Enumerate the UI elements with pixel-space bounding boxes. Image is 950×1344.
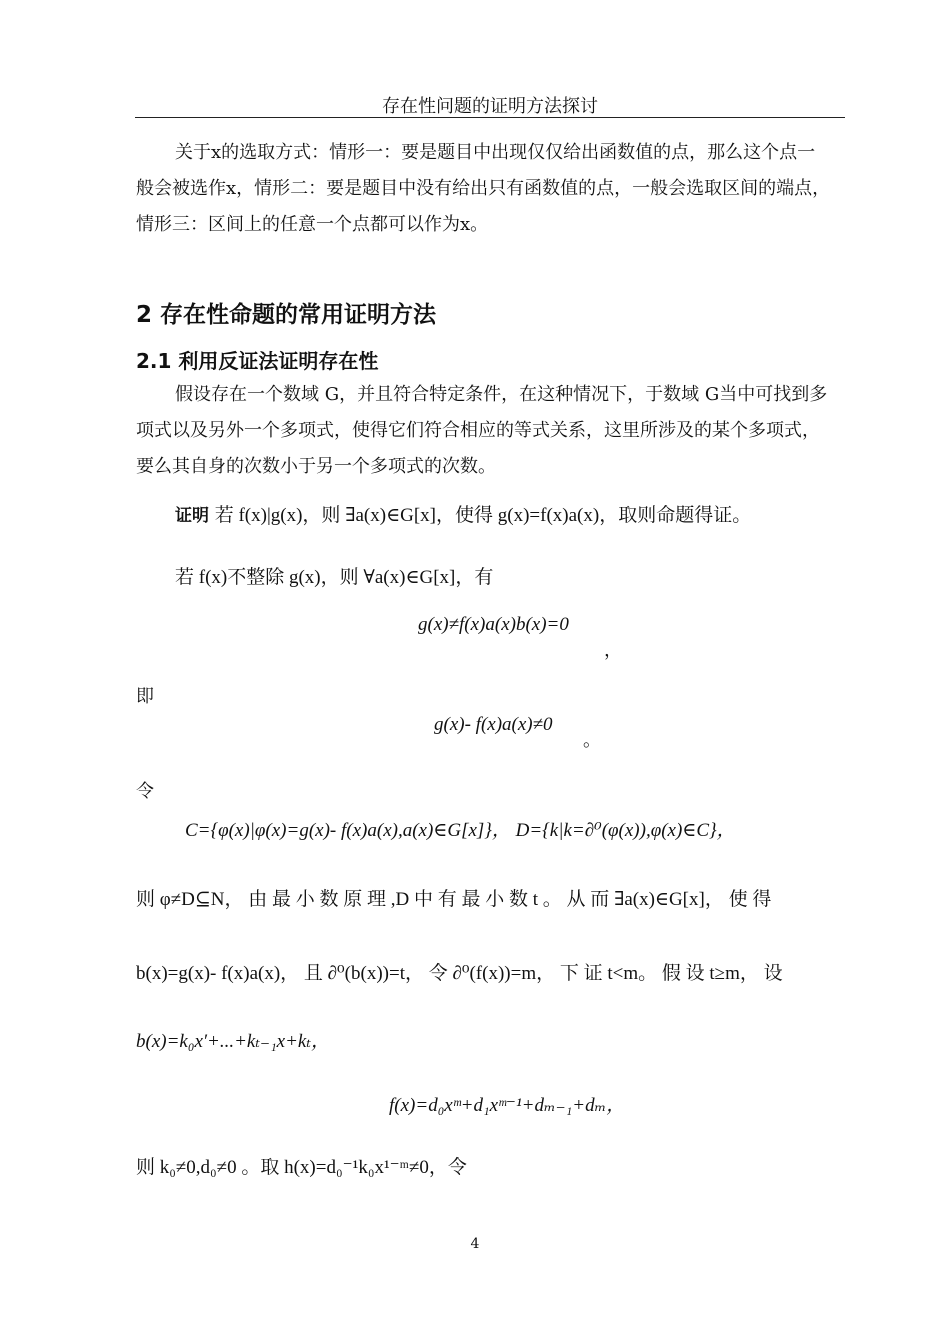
equation-bx-body: b(x)=k₀x′+...+kₜ₋₁x+kₜ， <box>136 1031 331 1052</box>
ji-word: 即 <box>136 686 154 707</box>
equation-1 <box>418 614 569 636</box>
para-line-2: 项式以及另外一个多项式，使得它们符合相应的等式关系，这里所涉及的某个多项式， <box>136 420 820 441</box>
equation-2-body: g(x)- f(x)a(x)≠0 <box>434 714 553 735</box>
then-line <box>136 884 771 911</box>
equation-3 <box>185 815 736 842</box>
equation-fx <box>389 1090 625 1117</box>
last-line-text: 则 k₀≠0,d₀≠0 。取 h(x)=d₀⁻¹k₀x¹⁻ᵐ≠0，令 <box>136 1157 467 1178</box>
proof-line <box>175 500 751 527</box>
proof-label: 证明 <box>175 506 209 526</box>
header-rule <box>135 117 845 118</box>
b-line <box>136 958 783 985</box>
then-line-text: 则 φ≠D⊆N， 由 最 小 数 原 理 ,D 中 有 最 小 数 t 。 从 而 ∃a(x)∈G[x]， 使 得 <box>136 889 772 910</box>
section-heading: 2 存在性命题的常用证明方法 <box>136 302 437 328</box>
equation-2 <box>434 714 553 736</box>
equation-bx <box>136 1026 330 1053</box>
para-line-3: 要么其自身的次数小于另一个多项式的次数。 <box>136 456 496 477</box>
equation-2-tail: 。 <box>583 730 601 751</box>
para-line-1: 假设存在一个数域 G，并且符合特定条件，在这种情况下，于数域 G当中可找到多 <box>175 384 828 405</box>
equation-1-body: g(x)≠f(x)a(x)b(x)=0 <box>418 614 569 635</box>
if-not-divides-line <box>175 562 493 589</box>
proof-statement: 若 f(x)|g(x)，则 ∃a(x)∈G[x]，使得 g(x)=f(x)a(x)，取则命题得证。 <box>214 505 752 526</box>
intro-line-1: 关于x的选取方式：情形一：要是题目中出现仅仅给出函数值的点，那么这个点一 <box>175 142 816 163</box>
if-not-divides-text: 若 f(x)不整除 g(x)，则 ∀a(x)∈G[x]，有 <box>175 567 494 588</box>
last-line <box>136 1152 467 1179</box>
page-header: 存在性问题的证明方法探讨 <box>382 96 598 117</box>
equation-1-tail: ， <box>604 640 622 661</box>
subsection-heading: 2.1 利用反证法证明存在性 <box>136 349 379 373</box>
b-line-text: b(x)=g(x)- f(x)a(x)， 且 ∂⁰(b(x))=t， 令 ∂⁰(f(x))=m， 下 证 t<m。 假 设 t≥m， 设 <box>136 963 783 984</box>
intro-line-2: 般会被选作x，情形二：要是题目中没有给出只有函数值的点，一般会选取区间的端点， <box>136 178 831 199</box>
equation-3-body: C={φ(x)|φ(x)=g(x)- f(x)a(x),a(x)∈G[x]}， D={k|k=∂⁰(φ(x)),φ(x)∈C}， <box>185 820 736 841</box>
intro-line-3: 情形三：区间上的任意一个点都可以作为x。 <box>136 214 489 235</box>
ling-word: 令 <box>136 781 154 802</box>
equation-fx-body: f(x)=d₀xᵐ+d₁xᵐ⁻¹+dₘ₋₁+dₘ， <box>389 1095 626 1116</box>
page-number: 4 <box>470 1236 480 1252</box>
